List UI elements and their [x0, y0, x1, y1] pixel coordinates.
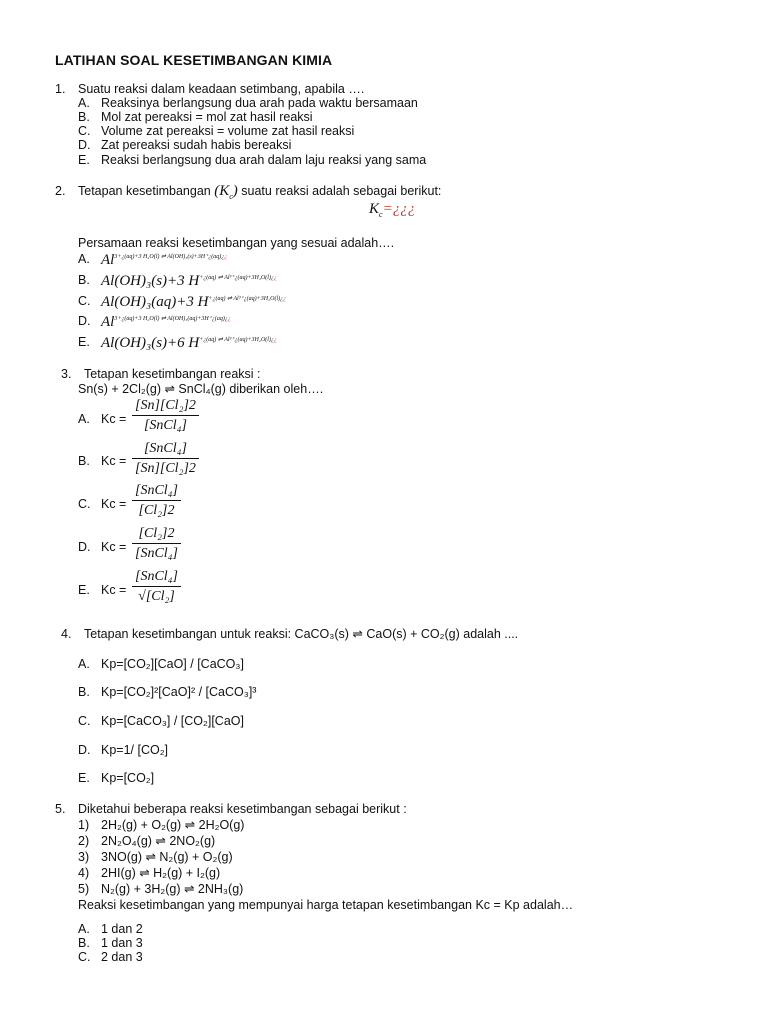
- q1-option-label: A.: [78, 96, 90, 110]
- q3-fraction: [132, 396, 199, 435]
- q2-option-equation: Al(OH)₃(s)+3 $H^{+¿(aq) \rightleftharpoons Al^{3+}¿(aq)+3H_2O(l)¿¿}$: [101, 273, 277, 289]
- q5-reaction-label: 3): [78, 850, 90, 864]
- q5-option-label: A.: [78, 922, 90, 936]
- q1-option-text: Volume zat pereaksi = volume zat hasil reaksi: [101, 124, 355, 138]
- q5-text: Diketahui beberapa reaksi kesetimbangan sebagai berikut :: [78, 802, 407, 816]
- fraction-numerator: [Cl₂]2: [138, 526, 175, 541]
- q5-prompt: Reaksi kesetimbangan yang mempunyai harga tetapan kesetimbangan Kc = Kp adalah…: [78, 898, 574, 912]
- q4-text: Tetapan kesetimbangan untuk reaksi: CaCO₃(s) ⇌ CaO(s) + CO₂(g) adalah ....: [84, 627, 519, 641]
- q3-number: 3.: [61, 367, 72, 381]
- q3-fraction: [132, 567, 181, 606]
- q5-option-text: 2 dan 3: [101, 950, 143, 964]
- q2-text-before: Tetapan kesetimbangan: [78, 184, 211, 198]
- q3-fraction: [132, 481, 181, 520]
- q3-option-prefix: Kc =: [101, 583, 127, 597]
- fraction-denominator: [SnCl₄]: [135, 546, 178, 561]
- q1-option-text: Mol zat pereaksi = mol zat hasil reaksi: [101, 110, 313, 124]
- fraction-denominator: [Sn][Cl₂]2: [135, 461, 196, 476]
- q4-option-text: Kp=[CaCO₃] / [CO₂][CaO]: [101, 714, 244, 728]
- q3-option-prefix: Kc =: [101, 497, 127, 511]
- q5-reaction-text: N₂(g) + 3H₂(g) ⇌ 2NH₃(g): [101, 882, 244, 896]
- fraction-denominator: √[Cl₂]: [138, 589, 175, 604]
- q2-number: 2.: [55, 184, 66, 198]
- q2-option-label: B.: [78, 273, 90, 287]
- q2-option-label: E.: [78, 335, 90, 349]
- q5-reaction-text: 2N₂O₄(g) ⇌ 2NO₂(g): [101, 834, 216, 848]
- fraction-numerator: [Sn][Cl₂]2: [135, 398, 196, 413]
- fraction-numerator: [SnCl₄]: [135, 569, 178, 584]
- fraction-denominator: [SnCl₄]: [143, 418, 187, 433]
- fraction-numerator: [SnCl₄]: [135, 483, 178, 498]
- page-title: LATIHAN SOAL KESETIMBANGAN KIMIA: [55, 52, 333, 68]
- q2-option-label: A.: [78, 252, 90, 266]
- q5-reaction-label: 1): [78, 818, 90, 832]
- q3-option-label: C.: [78, 497, 91, 511]
- q1-option-label: D.: [78, 138, 91, 152]
- q5-option-label: C.: [78, 950, 91, 964]
- q2-kc-formula: $K_c=¿¿¿$: [369, 201, 416, 219]
- q4-option-text: Kp=[CO₂][CaO] / [CaCO₃]: [101, 657, 244, 671]
- q3-option-label: E.: [78, 583, 90, 597]
- q5-number: 5.: [55, 802, 66, 816]
- q1-option-text: Reaksinya berlangsung dua arah pada waktu bersamaan: [101, 96, 418, 110]
- q5-reaction-text: 3NO(g) ⇌ N₂(g) + O₂(g): [101, 850, 233, 864]
- q2-text-after: suatu reaksi adalah sebagai berikut:: [241, 184, 442, 198]
- q3-fraction: [132, 439, 199, 478]
- q3-option-label: A.: [78, 412, 90, 426]
- q4-option-text: Kp=1/ [CO₂]: [101, 743, 169, 757]
- q4-number: 4.: [61, 627, 72, 641]
- q2-option-label: D.: [78, 314, 91, 328]
- q5-option-text: 1 dan 3: [101, 936, 143, 950]
- q2-option-equation: $Al^{3+¿(aq)+3 H_2O(l) \rightleftharpoons Al(OH)_3(aq)+3H^+¿(aq)¿¿}$: [101, 314, 231, 330]
- q5-reaction-label: 5): [78, 882, 90, 896]
- q4-option-text: Kp=[CO₂]: [101, 771, 155, 785]
- fraction-numerator: [SnCl₄]: [143, 441, 187, 456]
- q1-option-label: B.: [78, 110, 90, 124]
- q5-reaction-text: 2HI(g) ⇌ H₂(g) + I₂(g): [101, 866, 221, 880]
- q3-option-prefix: Kc =: [101, 454, 127, 468]
- q2-option-label: C.: [78, 294, 91, 308]
- q1-option-label: C.: [78, 124, 91, 138]
- q3-fraction: [132, 524, 181, 563]
- q1-option-label: E.: [78, 153, 90, 167]
- q1-option-text: Reaksi berlangsung dua arah dalam laju reaksi yang sama: [101, 153, 427, 167]
- q2-option-equation: Al(OH)₃(aq)+3 $H^{+¿(aq) \rightleftharpoons Al^{3+}¿(aq)+3H_2O(l)¿¿}$: [101, 294, 287, 310]
- q4-option-text: Kp=[CO₂]²[CaO]² / [CaCO₃]³: [101, 685, 257, 699]
- q4-option-label: E.: [78, 771, 90, 785]
- q3-option-prefix: Kc =: [101, 412, 127, 426]
- q2-prompt: Persamaan reaksi kesetimbangan yang sesuai adalah….: [78, 236, 395, 250]
- q4-option-label: C.: [78, 714, 91, 728]
- q5-reaction-label: 2): [78, 834, 90, 848]
- q3-option-prefix: Kc =: [101, 540, 127, 554]
- fraction-denominator: [Cl₂]2: [138, 503, 175, 518]
- q5-reaction-text: 2H₂(g) + O₂(g) ⇌ 2H₂O(g): [101, 818, 245, 832]
- q3-option-label: B.: [78, 454, 90, 468]
- q4-option-label: A.: [78, 657, 90, 671]
- q1-option-text: Zat pereaksi sudah habis bereaksi: [101, 138, 292, 152]
- q1-number: 1.: [55, 82, 66, 96]
- q1-text: Suatu reaksi dalam keadaan setimbang, apabila ….: [78, 82, 365, 96]
- q2-kc-symbol: $(K_c)$: [214, 183, 238, 201]
- q5-reaction-label: 4): [78, 866, 90, 880]
- q4-option-label: D.: [78, 743, 91, 757]
- q2-option-equation: Al(OH)₃(s)+6 $H^{+¿(aq) \rightleftharpoons Al^{3+}¿(aq)+3H_2O(l)¿¿}$: [101, 335, 277, 351]
- q3-option-label: D.: [78, 540, 91, 554]
- q4-option-label: B.: [78, 685, 90, 699]
- q3-reaction: Sn(s) + 2Cl₂(g) ⇌ SnCl₄(g) diberikan oleh….: [78, 382, 324, 396]
- q3-text: Tetapan kesetimbangan reaksi :: [84, 367, 261, 381]
- q2-option-equation: $Al^{3+¿(aq)+3 H_2O(l) \rightleftharpoons Al(OH)_3(s)+3H^+¿(aq)¿¿}$: [101, 252, 228, 268]
- q5-option-text: 1 dan 2: [101, 922, 143, 936]
- q5-option-label: B.: [78, 936, 90, 950]
